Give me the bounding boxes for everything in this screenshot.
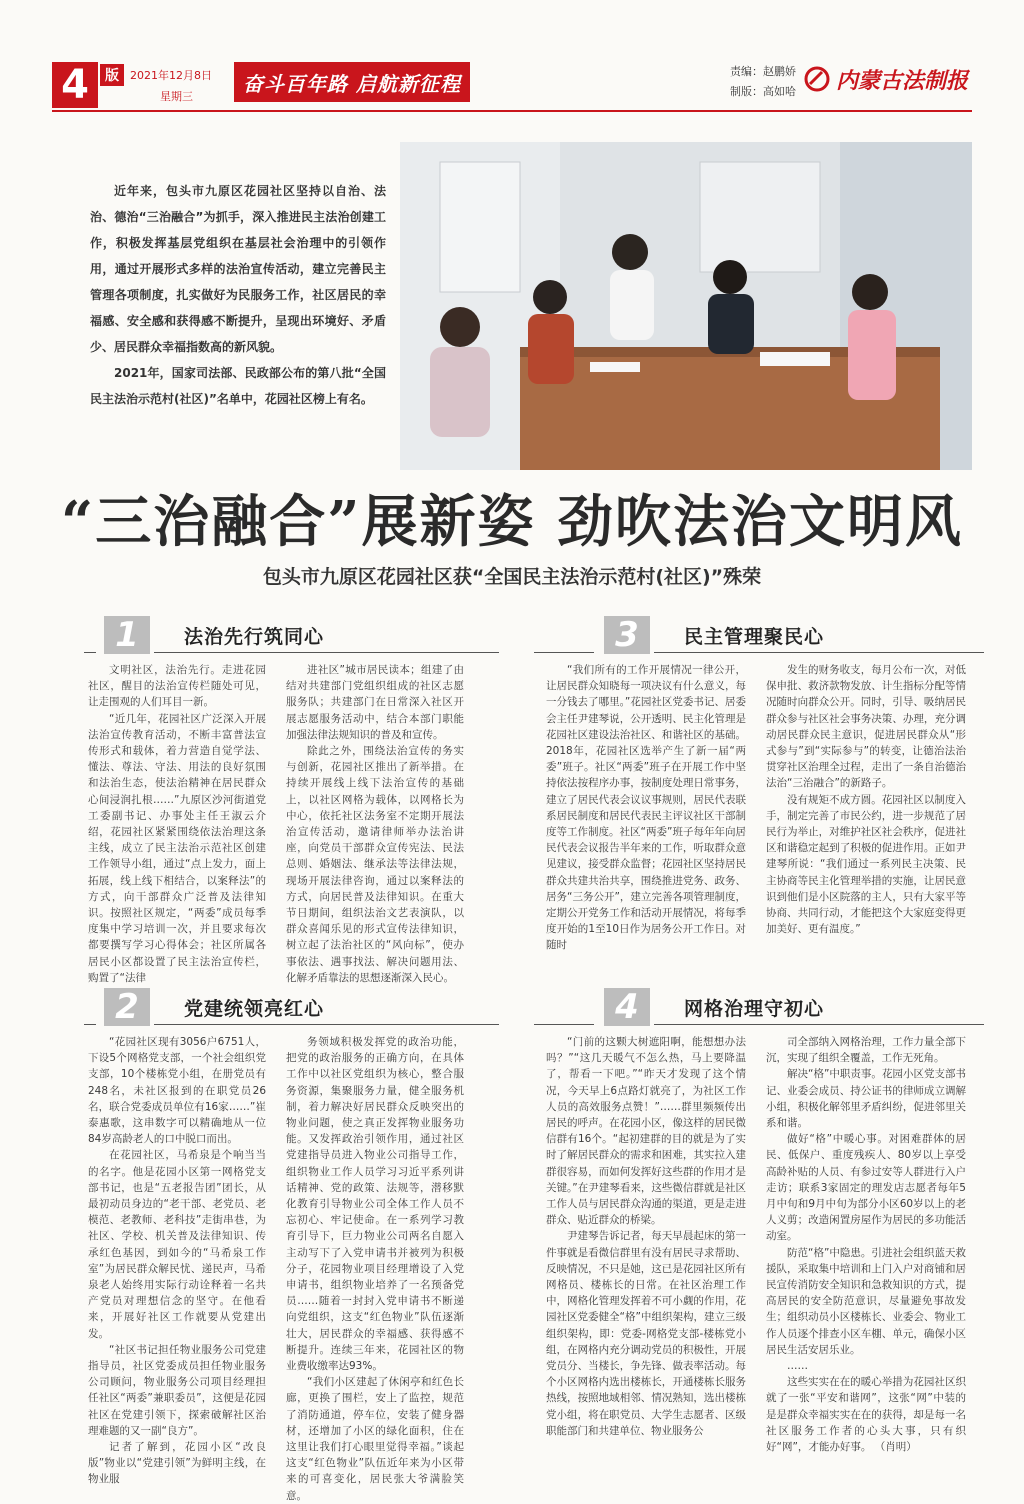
section-2-column-1: [88, 1034, 266, 1486]
section-title: 民主管理聚民心: [684, 626, 825, 648]
paragraph: “我们小区建起了休闲亭和红色长廊，更换了围栏，安上了监控，规范了消防通道，停车位，安装了健身器材，还增加了小区的绿化面积，住在这里让我们打心眼里觉得幸福。”谈起这支“红色物业”队伍近年来为小区带来的可喜变化，居民张大爷满脸笑意。: [286, 1376, 464, 1502]
intro-text: [90, 178, 386, 412]
paragraph: “门前的这颗大树遮阳啊，能想想办法吗？”“这几天暖气不怎么热，马上要降温了，帮看一下吧。”“昨天才发现了这个情况，今天早上6点路灯就亮了，为社区工作人员的高效服务点赞！”……群里频频传出居民的呼声。在花园小区，像这样的居民微信群有16个。“起初建群的目的就是为了实时了解居民群众的需求和困难，其实拉入建群很容易，而如何发挥好这些群的作用才是关键。”在尹建琴看来，这些微信群就是社区工作人员与居民群众沟通的渠道，更是走进群众、贴近群众的桥梁。: [546, 1036, 746, 1227]
paragraph: 务领域积极发挥党的政治功能，把党的政治服务的正确方向，在具体工作中以社区党组织为核心，整合服务资源，集聚服务力量，健全服务机制，着力解决好居民群众反映突出的物业问题，使之真正发挥物业服务功能。又发挥政治引领作用，通过社区党建指导员进入物业公司指导工作，组织物业工作人员学习习近平系列讲话精神、党的政策、法规等，潜移默化教育引导物业公司全体工作人员不忘初心、牢记使命。在一系列学习教育引导下，巨力物业公司两名自愿入主动写下了入党申请书并被列为积极分子，花园物业项目经理增设了入党申请书，组织物业培养了一名预备党员……随着一封封入党申请书不断递向党组织，这支“红色物业”队伍逐渐壮大，居民群众的幸福感、获得感不断提升。连续三年来，花园社区的物业费收缴率达93%。: [286, 1036, 464, 1373]
paragraph: 发生的财务收支，每月公布一次，对低保申批、救济款物发放、计生指标分配等情况随时向群众公开。同时，引导、吸纳居民群众参与社区社会事务决策、办理，充分调动居民群众民主意识，促进居民群众从“形式参与”到“实际参与”的转变，让德治法治贯穿社区治理全过程，走出了一条自治德治法治“三治融合”的新路子。: [766, 664, 966, 790]
section-4-column-1: [546, 1034, 746, 1452]
page-number: 4: [52, 62, 98, 108]
section-3-column-2: [766, 662, 966, 962]
newspaper-logo-icon: [804, 66, 830, 92]
section-1-column-1: [88, 662, 266, 984]
section-number: 1: [104, 616, 150, 654]
producer-line: 制版：高如哈: [730, 85, 796, 98]
section-number: 3: [604, 616, 650, 654]
paragraph: 进社区”城市居民读本；组建了由结对共建部门党组织组成的社区志愿服务队；共建部门在日常深入社区开展志愿服务活动中，结合本部门职能加强法律法规知识的普及和宣传。: [286, 664, 464, 741]
section-rule: [154, 652, 499, 653]
paragraph: “花园社区现有3056户6751人，下设5个网格党支部，一个社会组织党支部，10个楼栋党小组，在册党员有248名，未社区报到的在职党员26名，联合党委成员单位有16家……”崔泰惠歌，这串数字可以精确地从一位84岁高龄老人的口中脱口而出。: [88, 1036, 266, 1146]
section-title: 法治先行筑同心: [184, 626, 325, 648]
editor-credits: [730, 62, 796, 102]
intro-paragraph: 近年来，包头市九原区花园社区坚持以自治、法治、德治“三治融合”为抓手，深入推进民主法治创建工作，积极发挥基层党组织在基层社会治理中的引领作用，通过开展形式多样的法治宣传活动，建立完善民主管理各项制度，扎实做好为民服务工作，社区居民的幸福感、安全感和获得感不断提升，呈现出环境好、矛盾少、居民群众幸福指数高的新风貌。: [90, 184, 386, 354]
masthead-rule: [52, 110, 972, 112]
section-2-column-2: [286, 1034, 464, 1502]
paragraph: 尹建琴告诉记者，每天早晨起床的第一件事就是看微信群里有没有居民寻求帮助、反映情况，不只是她，这已是花园社区所有网格员、楼栋长的日常。在社区治理工作中，网格化管理发挥着不可小觑的作用，花园社区党委健全“格”中组织架构，建立三级组织架构，即：党委-网格党支部-楼栋党小组，在网格内充分调动党员的积极性，开展党员分、当楼长，争先锋、做表率活动。每个小区网格内选出楼栋长，开通楼栋长服务热线，按照地域相邻、情况熟知，选出楼栋党小组，将在职党员、大学生志愿者、区级职能部门和共建单位、物业服务公: [546, 1230, 746, 1437]
paragraph: “我们所有的工作开展情况一律公开，让居民群众知晓每一项决议有什么意义，每一分钱去了哪里。”花园社区党委书记、居委会主任尹建琴说，公开透明、民主化管理是花园社区建设法治社区、和谐社区的基础。2018年，花园社区选举产生了新一届“两委”班子。社区“两委”班子在开展工作中坚持依法按程序办事，按制度处理日常事务，建立了居民代表会议议事规则，居民代表联系居民制度和居民代表民主评议社区干部制度等工作制度。社区“两委”班子每年年向居民代表会议报告半年来的工作，听取群众意见建议，接受群众监督；花园社区坚持居民群众共建共治共享，围绕推进党务、政务、居务“三务公开”，建立完善各项管理制度，定期公开党务工作和活动开展情况，将每季度开始的1至10日作为居务公开工作日。对随时: [546, 664, 746, 952]
headline: “三治融合”展新姿 劲吹法治文明风: [61, 489, 963, 555]
newspaper-logo: 内蒙古法制报: [836, 69, 969, 94]
meeting-photo: [400, 142, 972, 470]
section-rule: [84, 1024, 96, 1025]
section-rule: [654, 1024, 984, 1025]
section-banner: 奋斗百年路 启航新征程: [234, 62, 470, 102]
section-rule: [534, 652, 594, 653]
section-header-1: [104, 616, 494, 654]
section-3-column-1: [546, 662, 746, 962]
paragraph: ……: [787, 1360, 808, 1373]
paragraph: 记者了解到，花园小区“改良版”物业以“党建引领”为鲜明主线，在物业服: [88, 1441, 266, 1486]
paragraph: 解决“格”中职责事。花园小区党支部书记、业委会成员、持公证书的律师成立调解小组，积极化解邻里矛盾纠纷，促进邻里关系和谐。: [766, 1068, 966, 1130]
editor-line: 责编：赵鹏娇: [730, 65, 796, 78]
page-label: 版: [100, 64, 124, 86]
paragraph: 文明社区，法治先行。走进花园社区，醒目的法治宣传栏随处可见，让走围观的人们耳目一新。: [88, 664, 266, 709]
section-rule: [654, 652, 984, 653]
section-rule: [534, 1024, 594, 1025]
paragraph: 做好“格”中暖心事。对困难群体的居民、低保户、重度残疾人、80岁以上享受高龄补贴的人员、有参过安等人群进行入户走访；联系3家固定的理发店志愿者每年5月中旬和9月中旬为部分小区60岁以上的老人义剪；改造闲置房屋作为居民的多功能活动室。: [766, 1133, 966, 1243]
section-header-4: [604, 988, 964, 1026]
paragraph: 除此之外，围绕法治宣传的务实与创新，花园社区推出了新举措。在持续开展线上线下法治宣传的基础上，以社区网格为载体，以网格长为中心，依托社区法务室不定期开展法治宣传活动，邀请律师举办法治讲座，向党员干部群众宣传宪法、民法总则、婚姻法、继承法等法律法规，现场开展法律咨询，通过以案释法的方式，向居民普及法律知识。在重大节日期间，组织法治文艺表演队，以群众喜闻乐见的形式宣传法律知识，树立起了法治社区的“风向标”，使办事依法、遇事找法、解决问题用法、化解矛盾靠法的思想逐渐深入民心。: [286, 745, 464, 984]
section-title: 网格治理守初心: [684, 998, 825, 1020]
paragraph: “近几年，花园社区广泛深入开展法治宣传教育活动，不断丰富普法宣传形式和载体，着力营造自觉学法、懂法、尊法、守法、用法的良好氛围和法治生态，使法治精神在居民群众心间浸润扎根……”九原区沙河街道党工委副书记、办事处主任王淑云介绍，花园社区紧紧围绕依法治理这条主线，成立了民主法治示范社区创建工作领导小组，通过“点上发力，面上拓展，线上线下相结合，以案释法”的方式，向干部群众广泛普及法律知识。按照社区规定，“两委”成员每季度集中学习培训一次，并且要求每次都要撰写学习心得体会；社区所属各居民小区都设置了民主法治宣传栏，购置了“法律: [88, 712, 266, 984]
section-rule: [84, 652, 96, 653]
section-1-column-2: [286, 662, 464, 984]
paragraph: 防范“格”中隐患。引进社会组织蓝天救援队，采取集中培训和上门入户对商铺和居民宣传消防安全知识和急救知识的方式，提高居民的安全防范意识，尽量避免事故发生；组织动员小区楼栋长、业委会、物业工作人员逐个排查小区车棚、单元，确保小区居民生活安居乐业。: [766, 1246, 966, 1356]
section-title: 党建统领亮红心: [184, 998, 325, 1020]
section-4-column-2: [766, 1034, 966, 1452]
meeting-photo-illustration: [400, 142, 972, 470]
paragraph: 在花园社区，马希泉是个响当当的名字。他是花园小区第一网格党支部书记，也是“五老报告团”团长，从最初动员身边的“老干部、老党员、老模范、老教师、老科技”走街串巷，为社区、学校、机关普及法律知识、传承红色基因，到如今的“马希泉工作室”为居民群众解民忧、递民声，马希泉老人始终用实际行动诠释着一名共产党员对理想信念的坚守。在他看来，开展好社区工作就要从党建出发。: [88, 1149, 266, 1340]
issue-date: 2021年12月8日: [130, 69, 212, 82]
paragraph: “社区书记担任物业服务公司党建指导员，社区党委成员担任物业服务公司顾问，物业服务公司项目经理担任社区“两委”兼职委员”，这便是花园社区在党建引领下，探索破解社区治理难题的又一副“良方”。: [88, 1343, 266, 1437]
section-number: 4: [604, 988, 650, 1026]
paragraph: 这些实实在在的暖心举措为花园社区织就了一张“平安和谐网”，这张“网”中装的是是群众幸福实实在在的获得，却是每一名社区服务工作者的心头大事，只有织好“网”，才能办好事。 （肖明）: [766, 1376, 966, 1454]
section-rule: [154, 1024, 499, 1025]
section-header-2: [104, 988, 494, 1026]
section-number: 2: [104, 988, 150, 1026]
intro-paragraph: 2021年，国家司法部、民政部公布的第八批“全国民主法治示范村(社区)”名单中，花园社区榜上有名。: [90, 366, 386, 406]
paragraph: 司全部纳入网格治理，工作力量全部下沉，实现了组织全覆盖，工作无死角。: [766, 1036, 966, 1065]
subheadline: 包头市九原区花园社区获“全国民主法治示范村(社区)”殊荣: [262, 566, 762, 588]
paragraph: 没有规矩不成方圆。花园社区以制度入手，制定完善了市民公约，进一步规范了居民行为举止，对维护社区社会秩序，促进社区和谐稳定起到了积极的促进作用。正如尹建琴所说：“我们通过一系列民主决策、民主协商等民主化管理举措的实施，让居民意识到他们是小区院落的主人，只有大家平等协商、共同行动，才能把这个大家庭变得更加美好、更有温度。”: [766, 793, 966, 936]
issue-weekday: 星期三: [160, 90, 193, 103]
section-header-3: [604, 616, 964, 654]
